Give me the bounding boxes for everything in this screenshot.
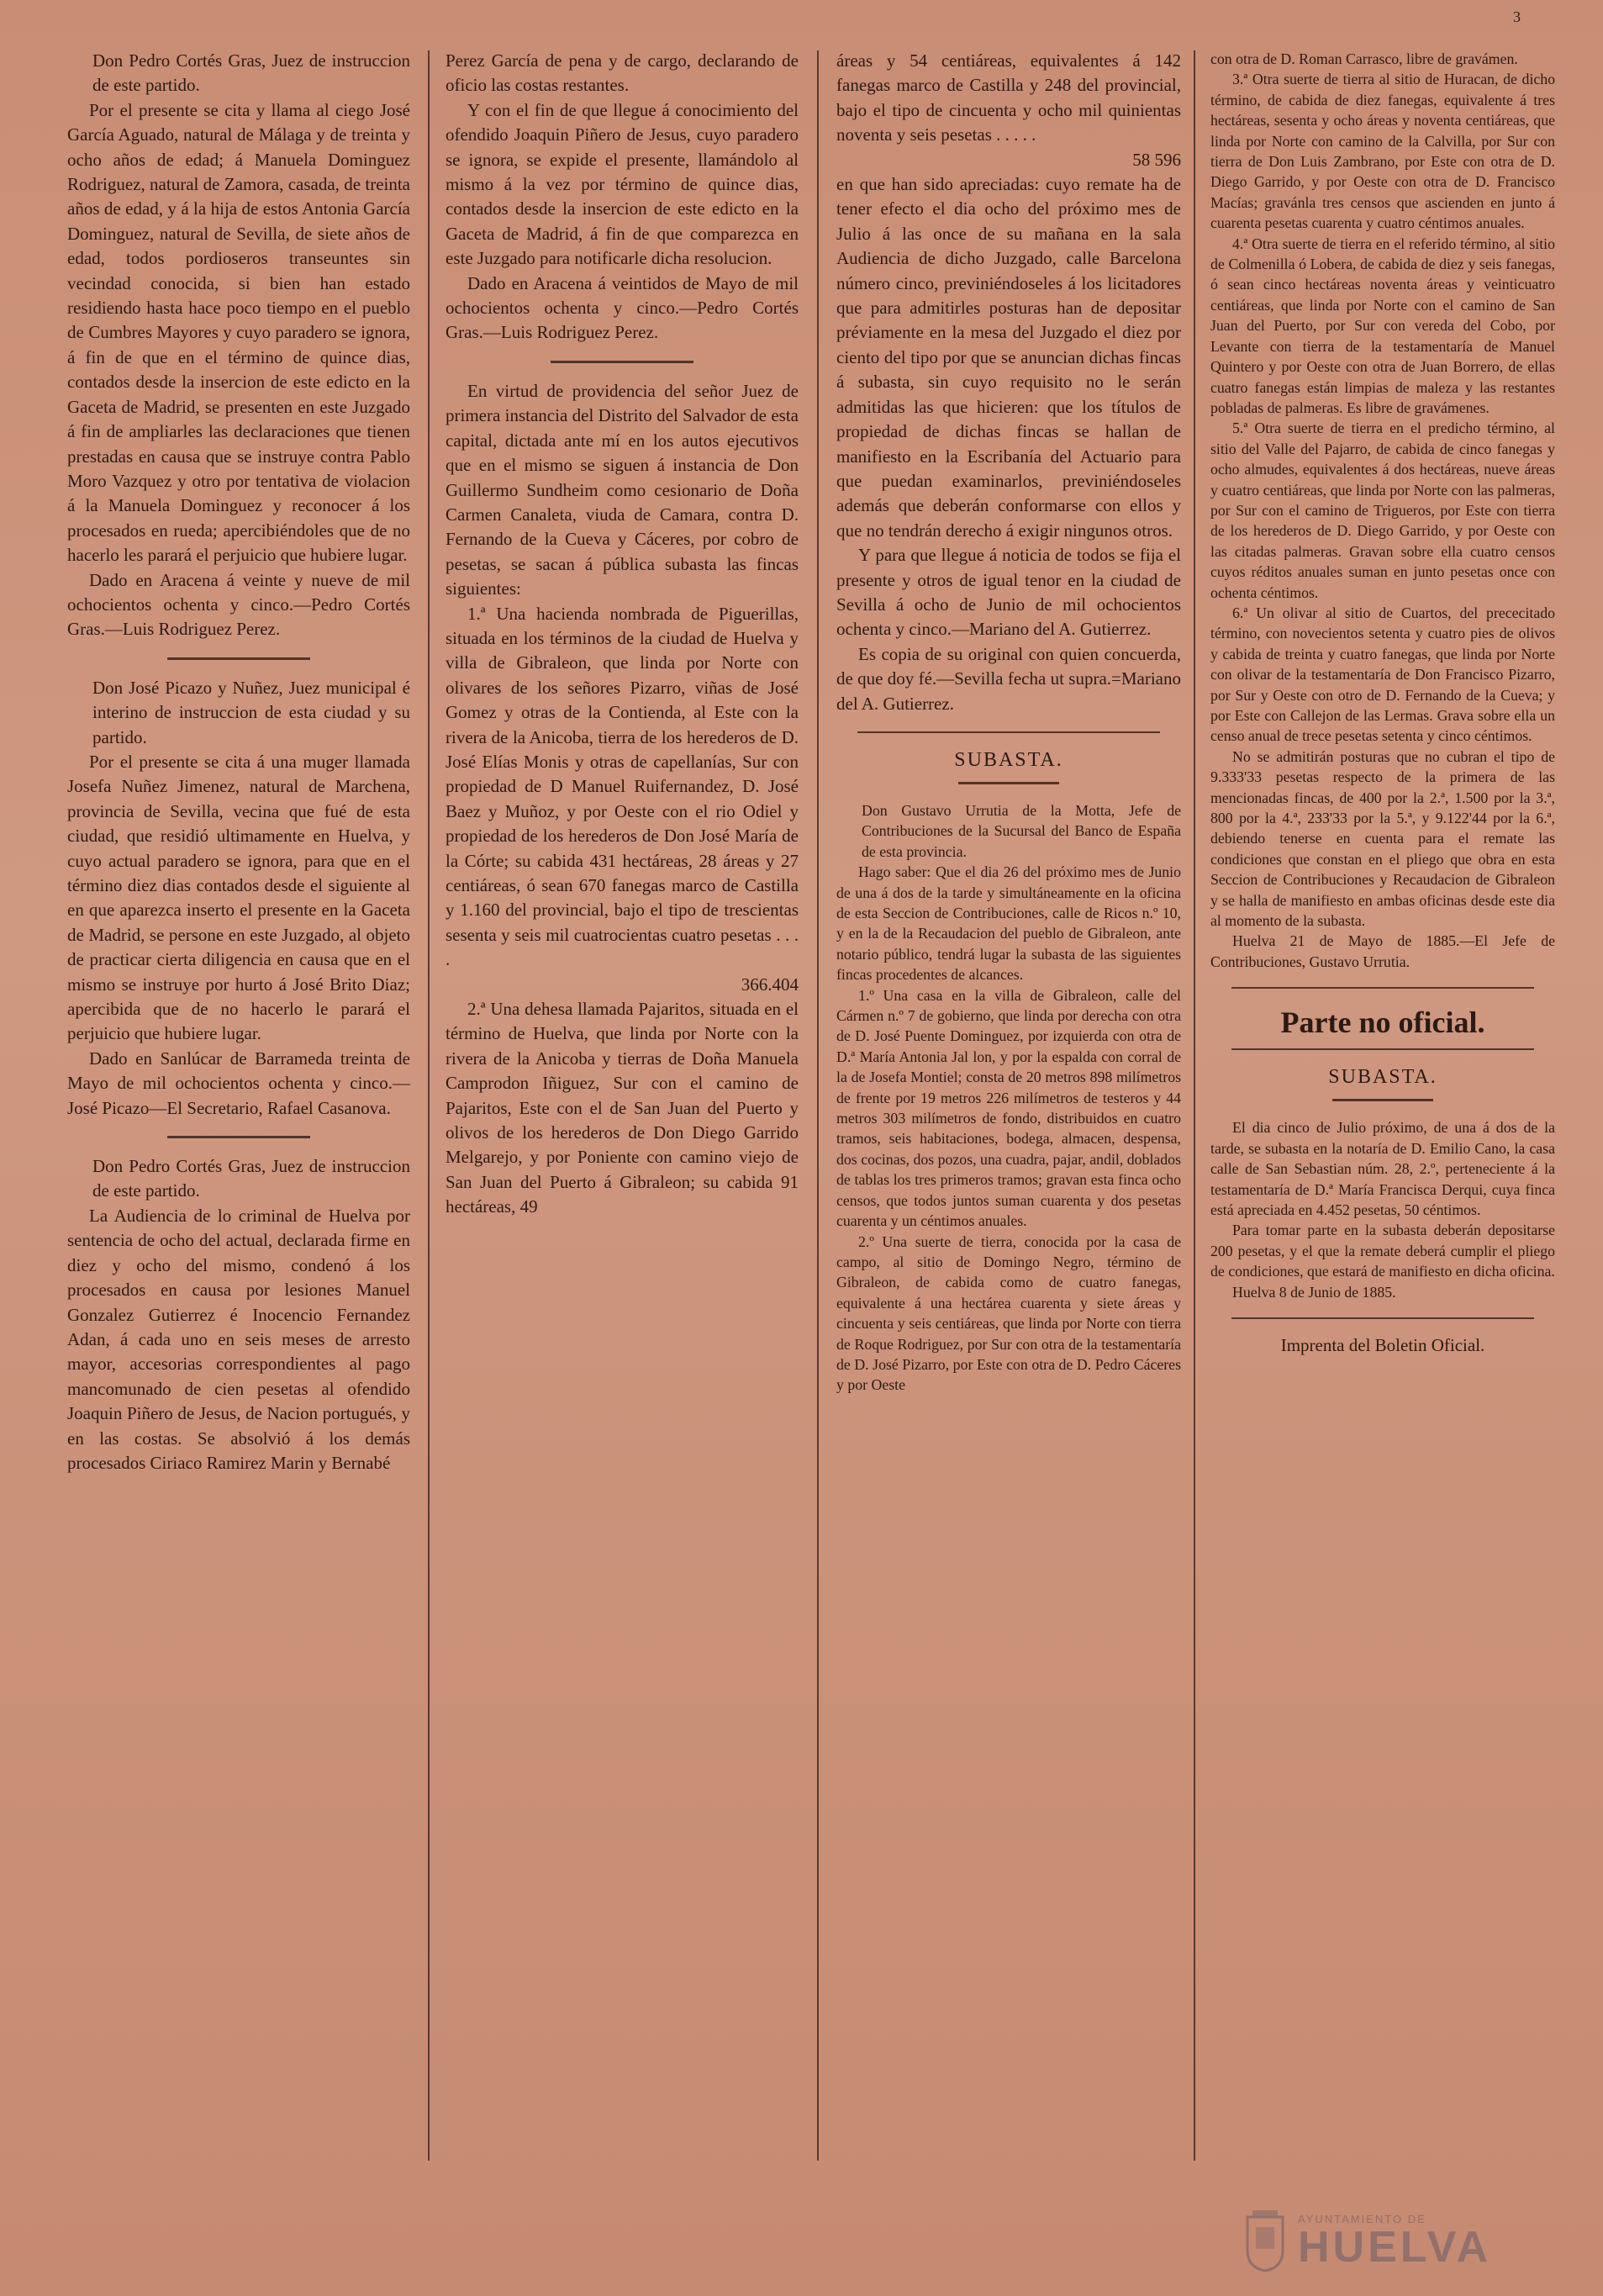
amount-row bbox=[446, 973, 799, 997]
separator bbox=[1231, 1048, 1534, 1051]
amount: 58 596 bbox=[1132, 149, 1181, 170]
auction-terms: en que han sido apreciadas: cuyo remate ha de tener efecto el dia ocho del próximo mes de Julio á las once de su mañana en la sala Audiencia de dicho Juzgado, calle Barcelona número cinco, previniéndoseles á los licitadores que para admitirles posturas han de depositar préviamente en la mesa del Juzgado el diez por ciento del tipo por que se anuncian dichas fincas á subasta, sin cuyo requisito no le serán admitidas las que hicieren: que los títulos de propiedad de dichas fincas se hallan de manifiesto en la Escribanía del Actuario para que puedan examinarlos, previniéndoseles además que deberán conformarse con ellos y que no tendrán derecho á exigir ningunos otros. bbox=[836, 174, 1181, 541]
edict-header: Don José Picazo y Nuñez, Juez municipal é interino de instruccion de esta ciudad y su partido. bbox=[92, 677, 410, 747]
logo-line-1: AYUNTAMIENTO DE bbox=[1298, 2212, 1426, 2225]
notice-body: El dia cinco de Julio próximo, de una á dos de la tarde, se subasta en la notaría de D. Emilio Cano, la casa calle de San Sebastian núm. 28, 2.º, perteneciente á la testamentaría de D.ª María Francisca Derqui, cuya finca está apreciada en 4.452 pesetas, 50 céntimos. bbox=[1210, 1119, 1555, 1218]
property-item: 1.ª Una hacienda nombrada de Piguerillas, situada en los términos de la ciudad de Huelva y villa de Gibraleon, que linda por Norte con olivares de los señores Pizarro, viñas de José Gomez y otras de la Contienda, al Este con la rivera de la Anicoba, tierra de los herederos de D. José Elías Monis y otras de capellanías, Sur con propiedad de D Manuel Ruifernandez, D. José Baez y Muñoz, y por Oeste con el rio Odiel y propiedad de los herederos de Don José María de la Córte; su cabida 431 hectáreas, 28 áreas y 27 centiáreas, ó sean 670 fanegas marco de Castilla y 1.160 del provincial, bajo el tipo de trescientas sesenta y seis mil cuatrocientas cuatro pesetas . . . . bbox=[446, 603, 799, 970]
city-shield-icon bbox=[1244, 2209, 1286, 2272]
notice-signature: Huelva 21 de Mayo de 1885.—El Jefe de Contribuciones, Gustavo Urrutia. bbox=[1210, 932, 1555, 970]
property-item: 4.ª Otra suerte de tierra en el referido término, al sitio de Colmenilla ó Lobera, de cabida de diez y seis fanegas, ó sean cinco hectáreas noventa áreas y veinticuatro centiáreas, que linda por Norte con el camino de San Juan del Puerto, por Sur con vereda del Cobo, por Levante con tierra de la testamentaría de Manuel Quintero y por Oeste con otra de Juan Borrero, de ellas cuatro fanegas están limpias de maleza y las restantes pobladas de palmeras. Es libre de gravámenes. bbox=[1210, 235, 1555, 416]
section-title: SUBASTA. bbox=[954, 748, 1063, 771]
edict-header: Don Pedro Cortés Gras, Juez de instruccion de este partido. bbox=[92, 1156, 410, 1201]
edict-body: Por el presente se cita á una muger llamada Josefa Nuñez Jimenez, natural de Marchena, provincia de Sevilla, vecina que fué de esta ciudad, que residió ultimamente en Huelva, y cuyo actual paradero se ignora, para que en el término diez dias contados desde el siguiente al en que aparezca inserto el presente en la Gaceta de Madrid, se persone en este Juzgado, al objeto de practicar cierta diligencia en causa que en el mismo se instruye por hurto á José Brito Diaz; apercibida que de no hacerlo le parará el perjuicio que hubiere lugar. bbox=[67, 751, 410, 1044]
watermark-logo bbox=[1244, 2203, 1563, 2278]
certification: Es copia de su original con quien concuerda, de que doy fé.—Sevilla fecha ut supra.=Mariano del A. Gutierrez. bbox=[836, 643, 1181, 714]
property-item: 1.º Una casa en la villa de Gibraleon, calle del Cármen n.º 7 de gobierno, que linda por derecha con otra de D. José Puente Dominguez, por izquierda con otra de D.ª María Antonia Jal lon, y por la espalda con corral de la de Josefa Montiel; consta de 20 metros 898 milímetros de frente por 19 metros 226 milímetros de testeros y 44 metros 303 milímetros de fondo, distribuidos en cuatro tramos, seis habitaciones, bodega, almacen, despensa, dos cocinas, dos pozos, una cuadra, pajar, andil, doblados de tablas los tres primeros tramos; gravan esta finca ocho censos, que todos juntos suman cuarenta y dos pesetas cuarenta y un céntimos anuales. bbox=[836, 986, 1181, 1230]
separator bbox=[1231, 1317, 1534, 1320]
column-1 bbox=[67, 49, 410, 1475]
printer-footer: Imprenta del Boletin Oficial. bbox=[1280, 1334, 1485, 1355]
property-continuation: con otra de D. Roman Carrasco, libre de gravámen. bbox=[1210, 50, 1518, 67]
separator bbox=[958, 782, 1059, 785]
separator bbox=[167, 1136, 310, 1139]
notice-body: Para tomar parte en la subasta deberán depositarse 200 pesetas, y el que la remate deberá cumplir el pliego de condiciones, que estará de manifiesto en dicha oficina. bbox=[1210, 1222, 1555, 1280]
separator bbox=[1332, 1099, 1433, 1102]
section-title: Parte no oficial. bbox=[1280, 1005, 1485, 1040]
column-rule bbox=[428, 50, 430, 2161]
column-4 bbox=[1210, 49, 1555, 1356]
page-number: 3 bbox=[1513, 8, 1521, 25]
auction-intro: En virtud de providencia del señor Juez de primera instancia del Distrito del Salvador de esta capital, dictada ante mí en los autos ejecutivos que en el mismo se siguen á instancia de Don Guillermo Sundheim como cesionario de Doña Carmen Canaleta, viuda de Camara, contra D. Fernando de la Cueva y Cáceres, por cobro de pesetas, se sacan á pública subasta las fincas siguientes: bbox=[446, 380, 799, 599]
notice-body: Hago saber: Que el dia 26 del próximo mes de Junio de una á dos de la tarde y simultáneamente en la oficina de esta Seccion de Contribuciones, calle de Ricos n.º 10, y en la de la Recaudacion del pueblo de Gibraleon, ante notario público, tendrá lugar la subasta de las siguientes fincas procedentes de alcances. bbox=[836, 863, 1181, 984]
logo-text bbox=[1298, 2212, 1492, 2272]
column-3 bbox=[836, 49, 1181, 1396]
edict-signature: Dado en Aracena á veinte y nueve de mil ochocientos ochenta y cinco.—Pedro Cortés Gras.—Luis Rodriguez Perez. bbox=[67, 569, 410, 640]
property-item: 6.ª Un olivar al sitio de Cuartos, del prececitado término, con novecientos setenta y cuatro pies de olivos y cabida de treinta y cuatro fanegas, que linda por Norte con olivar de la testamentaría de Don Francisco Pizarro, por Sur y Oeste con otro de D. Fernando de la Cueva; y por Este con Callejon de las Lermas. Grava sobre ella un censo anual de trece pesetas setenta y cinco céntimos. bbox=[1210, 604, 1555, 745]
amount-row bbox=[836, 148, 1181, 172]
edict-body: Y con el fin de que llegue á conocimiento del ofendido Joaquin Piñero de Jesus, cuyo paradero se ignora, se expide el presente, llamándolo al mismo á la vez por término de quince dias, contados desde la insercion de este edicto en la Gaceta de Madrid, á fin de que comparezca en este Juzgado para notificarle dicha resolucion. bbox=[446, 99, 799, 269]
column-2 bbox=[446, 49, 799, 1220]
notice-conditions: No se admitirán posturas que no cubran el tipo de 9.333'33 pesetas respecto de la primera de las mencionadas fincas, de 400 por la 2.ª, 1.500 por la 3.ª, 800 por la 4.ª, 233'33 por la 5.ª, y 9.122'44 por la 6.ª, debiendo tenerse en cuenta para el remate las condiciones que constan en el pliego que obra en esta Seccion de Contribuciones y Recaudacion de Gibraleon y se halla de manifiesto en ambas oficinas desde este dia al momento de la subasta. bbox=[1210, 747, 1555, 930]
edict-body: Por el presente se cita y llama al ciego José García Aguado, natural de Málaga y de treinta y ocho años de edad; á Manuela Dominguez Rodriguez, natural de Zamora, casada, de treinta años de edad, y á la hija de estos Antonia García Dominguez, natural de Sevilla, de siete años de edad, todos pordioseros transeuntes sin vecindad conocida, si bien han estado residiendo hasta hace poco tiempo en el pueblo de Cumbres Mayores y cuyo paradero se ignora, á fin de que en el término de quince dias, contados desde la insercion de este edicto en la Gaceta de Madrid, se presenten en este Juzgado á fin de ampliarles las declaraciones que tienen prestadas en causa que se instruye contra Pablo Moro Vazquez y otro por tentativa de violacion á la Manuela Dominguez y reconocer á los procesados en rueda; apercibiéndoles que de no hacerlo les parará el perjuicio que hubiere lugar. bbox=[67, 99, 410, 566]
logo-line-2: HUELVA bbox=[1298, 2222, 1492, 2272]
property-continuation: áreas y 54 centiáreas, equivalentes á 142 fanegas marco de Castilla y 248 del provincial, bajo el tipo de cincuenta y ocho mil quinientas noventa y seis pesetas . . . . . bbox=[836, 50, 1181, 145]
edict-body: La Audiencia de lo criminal de Huelva por sentencia de ocho del actual, declarada firme en diez y ocho del mismo, condenó á los procesados en causa por lesiones Manuel Gonzalez Gutierrez é Inocencio Fernandez Adan, á cada uno en seis meses de arresto mayor, accesorias correspondientes al pago mancomunado de cien pesetas al ofendido Joaquin Piñero de Jesus, de Nacion portugués, y en las costas. Se absolvió á los demás procesados Ciriaco Ramirez Marin y Bernabé bbox=[67, 1205, 410, 1473]
separator bbox=[551, 361, 693, 364]
edict-signature: Dado en Sanlúcar de Barrameda treinta de Mayo de mil ochocientos ochenta y cinco.—José Picazo—El Secretario, Rafael Casanova. bbox=[67, 1048, 410, 1118]
notice-header: Don Gustavo Urrutia de la Motta, Jefe de Contribuciones de la Sucursal del Banco de España de esta provincia. bbox=[862, 801, 1181, 860]
amount: 366.404 bbox=[741, 974, 799, 995]
property-item: 5.ª Otra suerte de tierra en el predicho término, al sitio del Valle del Pajarro, de cabida de cinco fanegas y ocho almudes, equivalentes á dos hectáreas, nueve áreas y cuatro centiáreas, que linda por Norte con las palmeras, por Sur con el camino de Trigueros, por Este con tierra de los herederos de D. Diego Garrido, y por Oeste con las citadas palmeras. Gravan sobre ella cuatro censos cuyos réditos anuales suman en junto pesetas once con ochenta céntimos. bbox=[1210, 420, 1555, 601]
property-item: 2.º Una suerte de tierra, conocida por la casa de campo, al sitio de Domingo Negro, término de Gibraleon, de cabida como de cuatro fanegas, equivalente á una hectárea cuarenta y siete áreas y cincuenta y seis centiáreas, que linda por Norte con tierra de Roque Rodriguez, por Sur con otra de la testamentaría de D. José Pizarro, por Este con otra de D. Pedro Cáceres y por Oeste bbox=[836, 1232, 1181, 1394]
separator bbox=[167, 657, 310, 661]
edict-signature: Dado en Aracena á veintidos de Mayo de mil ochocientos ochenta y cinco.—Pedro Cortés Gras.—Luis Rodriguez Perez. bbox=[446, 272, 799, 343]
separator bbox=[1231, 987, 1534, 990]
section-title: SUBASTA. bbox=[1328, 1066, 1437, 1089]
edict-signature: Y para que llegue á noticia de todos se fija el presente y otros de igual tenor en la ciudad de Sevilla á ocho de Junio de mil ochocientos ochenta y cinco.—Mariano del A. Gutierrez. bbox=[836, 545, 1181, 640]
column-rule bbox=[817, 50, 819, 2161]
notice-date: Huelva 8 de Junio de 1885. bbox=[1232, 1283, 1396, 1301]
edict-continuation: Perez García de pena y de cargo, declarando de oficio las costas restantes. bbox=[446, 50, 799, 96]
edict-header: Don Pedro Cortés Gras, Juez de instruccion de este partido. bbox=[92, 50, 410, 96]
property-item: 3.ª Otra suerte de tierra al sitio de Huracan, de dicho término, de cabida de diez fanegas, equivalente á tres hectáreas, sesenta y ocho áreas y noventa centiáreas, que linda por Norte con camino de la Calvilla, por Sur con tierra de Don Luis Zambrano, por Este con otra de D. Diego Garrido, y por Oeste con otra de D. Francisco Macías; gravánla tres censos que ascienden en junto á cuarenta pesetas cuarenta y cuatro céntimos anuales. bbox=[1210, 71, 1555, 232]
property-item: 2.ª Una dehesa llamada Pajaritos, situada en el término de Huelva, que linda por Norte con la rivera de la Anicoba y tierras de Doña Manuela Camprodon Iñiguez, Sur con el camino de Pajaritos, Este con el de San Juan del Puerto y olivos de los herederos de Don Diego Garrido Melgarejo, y por Poniente con camino viejo de San Juan del Puerto á Gibraleon; su cabida 91 hectáreas, 49 bbox=[446, 999, 799, 1217]
separator bbox=[857, 731, 1160, 734]
column-rule bbox=[1194, 50, 1195, 2161]
